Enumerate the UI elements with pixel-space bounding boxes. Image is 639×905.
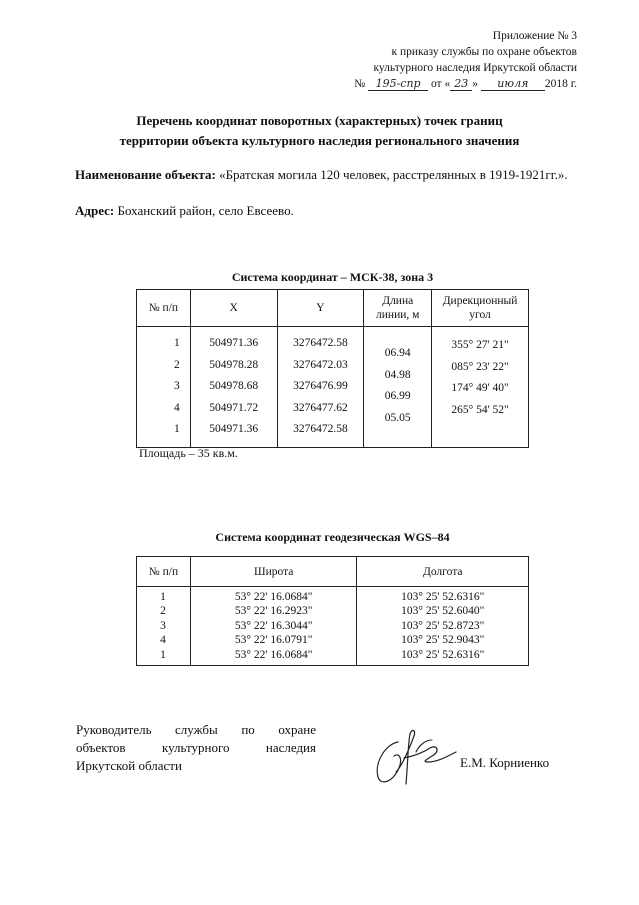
table2-header-num: № п/п (137, 557, 191, 587)
table1-header-y: Y (277, 290, 364, 327)
table2-point-num: 2 (160, 605, 166, 618)
order-day-handwritten: 23 (450, 77, 472, 91)
table1-angle-value: 174° 49' 40" (451, 382, 509, 394)
handwritten-signature (368, 722, 460, 792)
table1-col-x (190, 327, 277, 448)
order-date-from: от « (430, 78, 451, 90)
table1-angle-value: 355° 27' 21" (451, 339, 509, 351)
table1-length-value: 06.94 (384, 347, 411, 359)
table1-point-num: 3 (174, 380, 180, 392)
table1-col-num (137, 327, 191, 448)
table1-col-length (364, 327, 432, 448)
object-name-label: Наименование объекта: (75, 167, 216, 182)
table1-header-x: X (190, 290, 277, 327)
table1-header-length-line1: Длина (382, 295, 414, 307)
table1-header-angle-line2: угол (469, 309, 491, 321)
signatory-name: Е.М. Корниенко (460, 755, 550, 770)
area-text: Площадь – 35 кв.м. (139, 446, 238, 460)
object-name-paragraph (75, 166, 578, 183)
table1-y-value: 3276477.62 (293, 401, 348, 414)
table1-col-y (277, 327, 364, 448)
table2-lon-value: 103° 25' 52.6040" (401, 605, 485, 618)
table2-lat-value: 53° 22' 16.0684" (234, 648, 313, 661)
table1-angle-value: 265° 54' 52" (451, 403, 509, 416)
table1-x-value: 504971.36 (209, 423, 259, 435)
table2-point-num: 1 (160, 591, 166, 603)
appendix-order-line (354, 76, 577, 92)
table2-header-row (137, 557, 529, 587)
table1-x-value: 504978.28 (209, 358, 259, 371)
table1-header-angle-line1: Дирекционный (442, 295, 518, 307)
table2-lon-value: 103° 25' 52.6316" (401, 591, 485, 603)
table1-point-num: 1 (174, 423, 180, 435)
table1-header-length-line2: линии, м (376, 309, 420, 321)
document-title (60, 111, 579, 151)
signatory-position-line1: Руководитель службы по охране (76, 722, 316, 737)
table1-length-value: 04.98 (384, 368, 411, 381)
table2-point-num: 4 (160, 634, 166, 647)
appendix-number: Приложение № 3 (492, 30, 577, 42)
table1-point-num: 2 (174, 358, 180, 371)
table2-col-num (137, 587, 191, 666)
order-number-handwritten: 195-спр (368, 77, 428, 91)
table2-header-lon: Долгота (357, 557, 529, 587)
table2-caption: Система координат геодезическая WGS–84 (215, 530, 450, 544)
table2-body-row (137, 587, 529, 666)
table2-lat-value: 53° 22' 16.0791" (234, 634, 313, 647)
table2-lat-value: 53° 22' 16.3044" (234, 619, 313, 632)
wgs84-coordinates-table (136, 556, 529, 666)
table1-caption: Система координат – МСК-38, зона 3 (231, 270, 434, 284)
table1-length-value: 05.05 (384, 411, 411, 424)
title-line-2: территории объекта культурного наследия регионального значения (119, 133, 520, 148)
signatory-position-line2: объектов культурного наследия (76, 740, 316, 755)
object-address-paragraph (75, 202, 578, 219)
table1-y-value: 3276472.58 (293, 423, 348, 435)
order-date-quote: » (472, 78, 478, 90)
table1-body-row (137, 327, 529, 448)
table1-y-value: 3276472.03 (293, 358, 348, 371)
order-year: 2018 г. (544, 78, 577, 90)
table2-lon-value: 103° 25' 52.8723" (401, 619, 485, 632)
signatory-position (76, 721, 316, 775)
table2-col-lon (357, 587, 529, 666)
table2-point-num: 3 (160, 619, 166, 632)
table1-y-value: 3276472.58 (293, 337, 348, 349)
table1-header-angle (432, 290, 529, 327)
appendix-order-ref: к приказу службы по охране объектов (391, 46, 577, 58)
table1-x-value: 504971.72 (209, 401, 259, 414)
object-name-value: «Братская могила 120 человек, расстрелянных в 1919-1921гг.». (219, 167, 568, 182)
object-address-label: Адрес: (75, 203, 115, 218)
title-line-1: Перечень координат поворотных (характерных) точек границ (136, 113, 503, 128)
table2-lat-value: 53° 22' 16.2923" (234, 605, 313, 618)
table1-x-value: 504971.36 (209, 337, 259, 349)
object-address-value: Боханский район, село Евсеево. (117, 203, 294, 218)
table1-length-value: 06.99 (384, 390, 411, 402)
table2-col-lat (190, 587, 357, 666)
table2-lat-value: 53° 22' 16.0684" (234, 591, 313, 603)
order-number-prefix: № (354, 78, 366, 90)
order-month-handwritten: июля (481, 77, 545, 91)
appendix-header (354, 28, 577, 92)
table2-point-num: 1 (160, 648, 166, 661)
table1-point-num: 4 (174, 401, 180, 414)
table1-header-length (364, 290, 432, 327)
table1-header-num: № п/п (137, 290, 191, 327)
table1-col-angle (432, 327, 529, 448)
table1-angle-value: 085° 23' 22" (451, 360, 509, 373)
signatory-position-line3: Иркутской области (76, 758, 182, 773)
table1-x-value: 504978.68 (209, 380, 259, 392)
table2-lon-value: 103° 25' 52.6316" (401, 648, 485, 661)
table1-point-num: 1 (174, 337, 180, 349)
table1-header-row (137, 290, 529, 327)
table1-y-value: 3276476.99 (293, 380, 348, 392)
msk38-coordinates-table (136, 289, 529, 448)
table2-header-lat: Широта (190, 557, 357, 587)
table2-lon-value: 103° 25' 52.9043" (401, 634, 485, 647)
appendix-agency: культурного наследия Иркутской области (373, 62, 577, 74)
